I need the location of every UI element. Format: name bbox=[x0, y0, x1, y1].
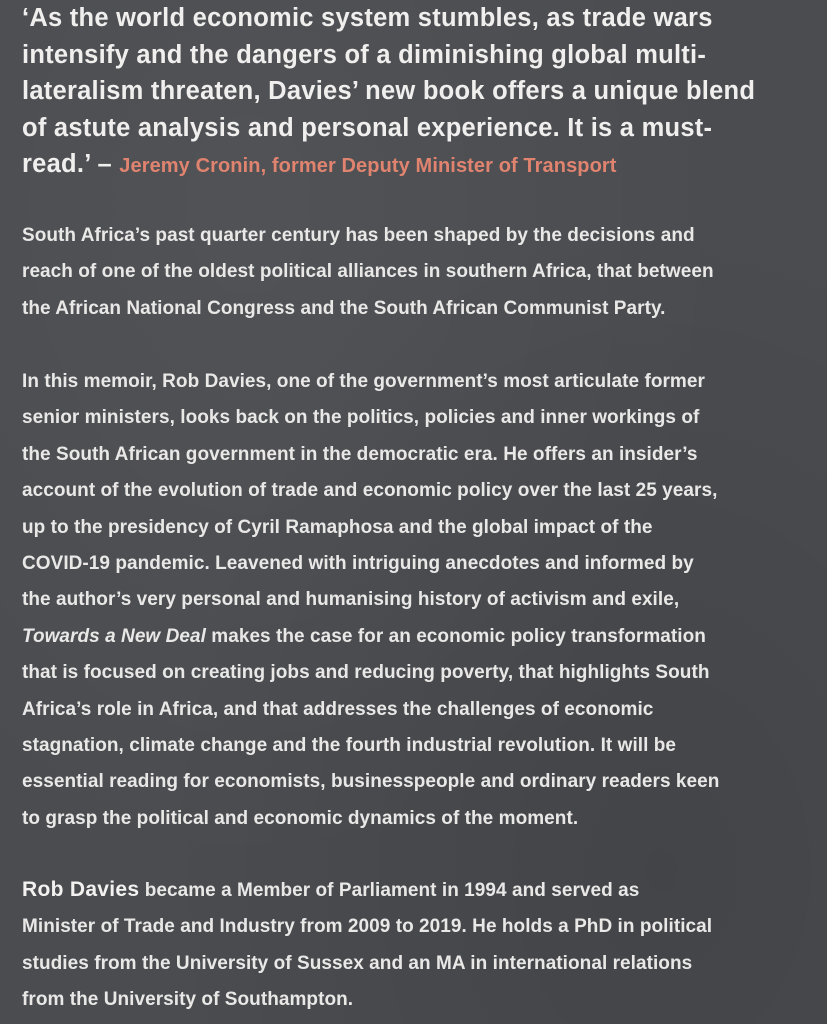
text-line: senior ministers, looks back on the politics, policies and inner workings of bbox=[22, 407, 700, 429]
text-line: from the University of Southampton. bbox=[22, 989, 354, 1011]
text-line: reach of one of the oldest political alliances in southern Africa, that between bbox=[22, 261, 714, 283]
text-line: South Africa’s past quarter century has been shaped by the decisions and bbox=[22, 225, 695, 246]
quote-line-end: read.’ – bbox=[22, 150, 112, 178]
book-title: Towards a New Deal bbox=[22, 625, 206, 647]
quote-line: ‘As the world economic system stumbles, as trade wars bbox=[22, 4, 713, 32]
text-line bbox=[22, 619, 812, 655]
text-line: to grasp the political and economic dynamics of the moment. bbox=[22, 807, 579, 829]
text-span: became a Member of Parliament in 1994 and served as bbox=[139, 880, 640, 901]
quote-line-last bbox=[22, 146, 812, 185]
synopsis-paragraph-2 bbox=[22, 364, 812, 837]
text-line: that is focused on creating jobs and reducing poverty, that highlights South bbox=[22, 662, 710, 684]
quote-line: lateralism threaten, Davies’ new book offers a unique blend bbox=[22, 77, 756, 105]
text-line: stagnation, climate change and the fourth industrial revolution. It will be bbox=[22, 735, 677, 757]
text-line: the South African government in the democratic era. He offers an insider’s bbox=[22, 443, 698, 465]
text-line: In this memoir, Rob Davies, one of the government’s most articulate former bbox=[22, 371, 705, 392]
author-name: Rob Davies bbox=[22, 878, 140, 901]
text-line: account of the evolution of trade and economic policy over the last 25 years, bbox=[22, 480, 718, 502]
endorsement-quote bbox=[22, 0, 812, 185]
text-line bbox=[22, 872, 812, 909]
text-line: studies from the University of Sussex and an MA in international relations bbox=[22, 952, 693, 974]
text-line: essential reading for economists, businesspeople and ordinary readers keen bbox=[22, 771, 720, 793]
text-line: the African National Congress and the South African Communist Party. bbox=[22, 297, 666, 319]
quote-line: intensify and the dangers of a diminishing global multi- bbox=[22, 40, 707, 69]
author-bio bbox=[22, 872, 812, 1019]
text-line: Minister of Trade and Industry from 2009 to 2019. He holds a PhD in political bbox=[22, 916, 713, 938]
text-line: up to the presidency of Cyril Ramaphosa and the global impact of the bbox=[22, 516, 653, 538]
quote-line: of astute analysis and personal experience. It is a must- bbox=[22, 113, 713, 142]
text-span: makes the case for an economic policy transformation bbox=[205, 625, 706, 647]
text-line: COVID-19 pandemic. Leavened with intriguing anecdotes and informed by bbox=[22, 553, 694, 575]
quote-attribution: Jeremy Cronin, former Deputy Minister of Transport bbox=[119, 155, 617, 177]
text-line: Africa’s role in Africa, and that addresses the challenges of economic bbox=[22, 698, 654, 720]
text-line: the author’s very personal and humanising history of activism and exile, bbox=[22, 589, 680, 611]
synopsis-paragraph-1 bbox=[22, 218, 812, 327]
